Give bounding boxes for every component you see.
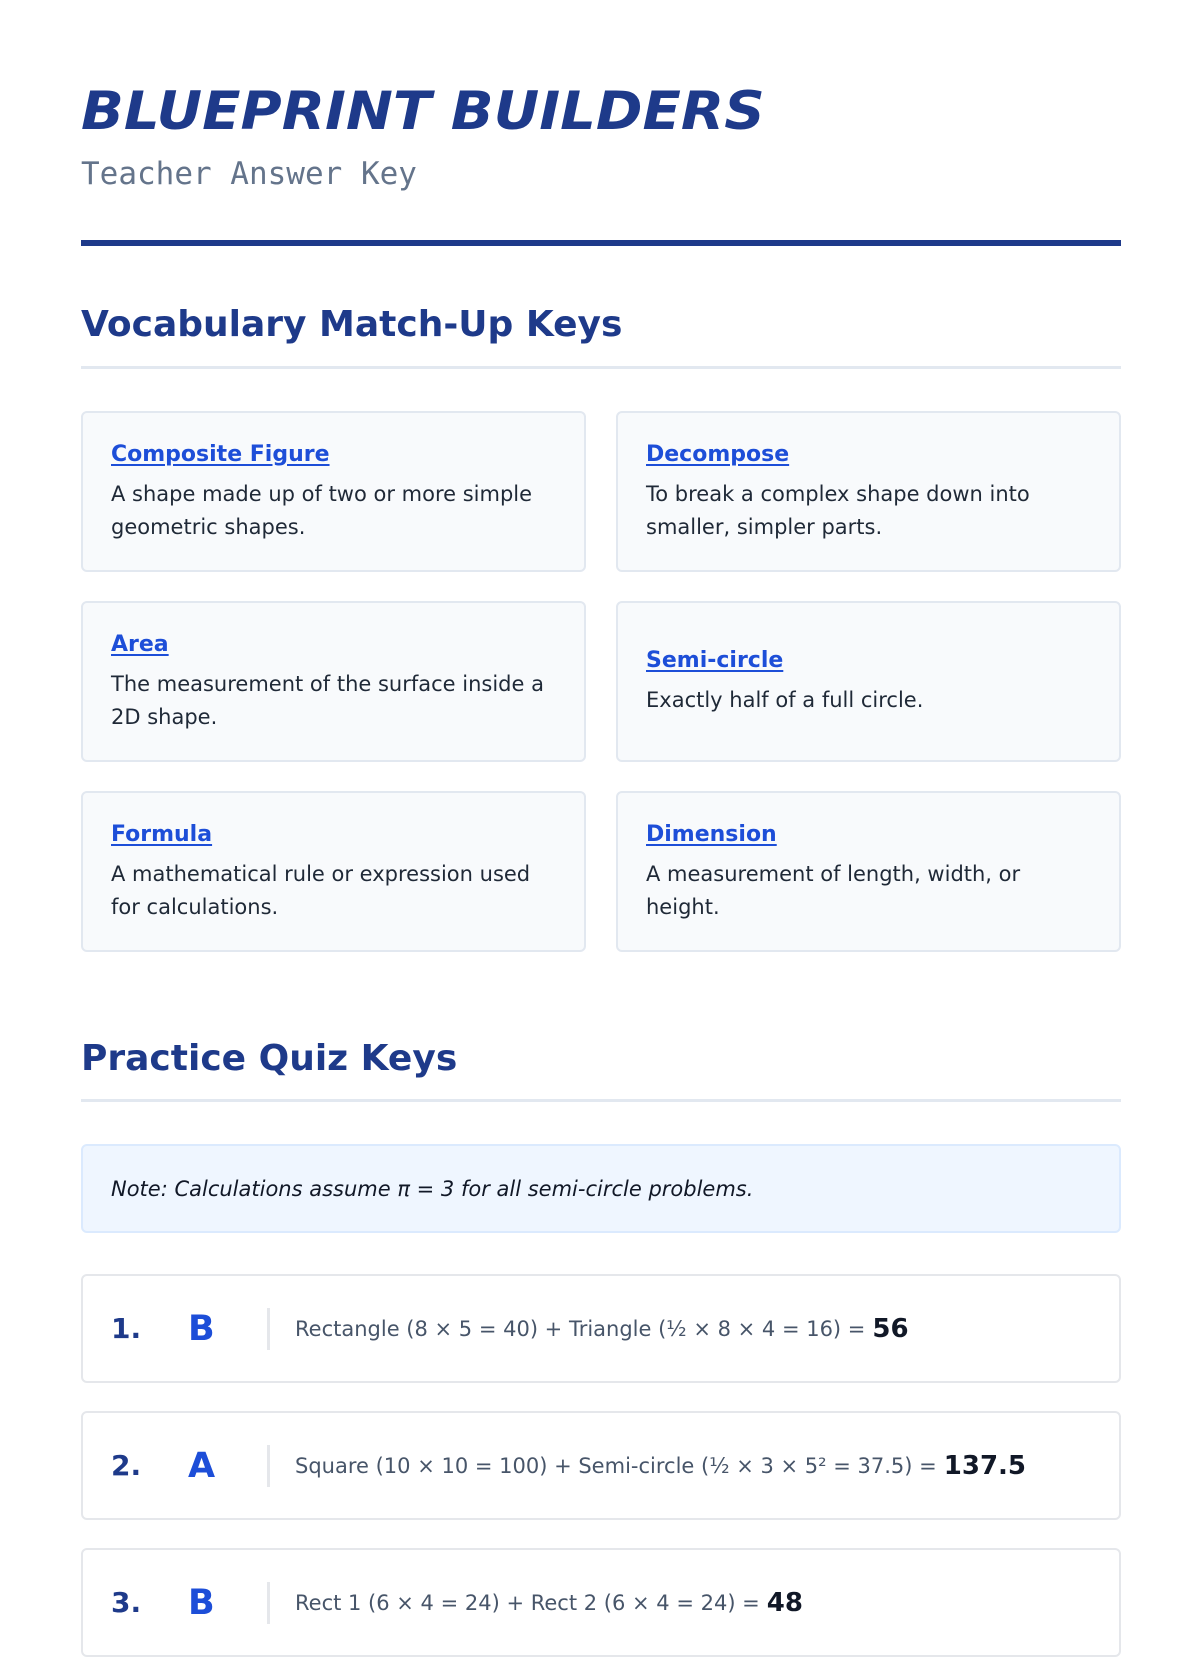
vocab-definition: A shape made up of two or more simple geometric shapes. bbox=[111, 481, 533, 539]
vocab-card-area bbox=[81, 601, 586, 762]
vocabulary-section-title: Vocabulary Match-Up Keys bbox=[81, 304, 623, 345]
vocab-term-link[interactable]: Area bbox=[111, 631, 169, 657]
solution-work: Rectangle (8 × 5 = 40) + Triangle (½ × 8 × 4 = 16) = bbox=[295, 1316, 866, 1341]
quiz-section-divider bbox=[81, 1099, 1121, 1102]
quiz-answer-row-3 bbox=[81, 1548, 1121, 1657]
header-divider bbox=[81, 240, 1121, 246]
quiz-section-title: Practice Quiz Keys bbox=[81, 1038, 458, 1079]
vocab-term-link[interactable]: Dimension bbox=[646, 821, 777, 847]
vocab-term-link[interactable]: Semi-circle bbox=[646, 648, 784, 673]
vocabulary-section-divider bbox=[81, 366, 1121, 369]
quiz-answer-row-2 bbox=[81, 1411, 1121, 1520]
vocab-card-semi-circle bbox=[616, 601, 1121, 762]
solution-result: 48 bbox=[766, 1587, 803, 1618]
vocab-term-link[interactable]: Formula bbox=[111, 821, 213, 847]
pi-assumption-note bbox=[81, 1144, 1121, 1233]
vocab-definition: The measurement of the surface inside a 2D shape. bbox=[111, 671, 544, 729]
question-number: 2. bbox=[111, 1449, 142, 1482]
vocab-definition: To break a complex shape down into smaller, simpler parts. bbox=[646, 481, 1030, 539]
note-text: Note: Calculations assume π = 3 for all semi-circle problems. bbox=[111, 1176, 754, 1201]
page-subtitle: Teacher Answer Key bbox=[81, 156, 417, 192]
answer-letter: A bbox=[188, 1445, 216, 1486]
answer-letter: B bbox=[188, 1308, 215, 1349]
question-number: 1. bbox=[111, 1312, 142, 1345]
question-number: 3. bbox=[111, 1586, 142, 1619]
answer-letter: B bbox=[188, 1582, 215, 1623]
vocab-definition: A measurement of length, width, or height. bbox=[646, 861, 1021, 919]
vocab-term-link[interactable]: Composite Figure bbox=[111, 441, 330, 467]
solution-result: 56 bbox=[872, 1313, 909, 1344]
solution-work: Rect 1 (6 × 4 = 24) + Rect 2 (6 × 4 = 24) = bbox=[295, 1590, 760, 1615]
vocab-card-decompose bbox=[616, 411, 1121, 572]
vocab-card-composite-figure bbox=[81, 411, 586, 572]
vocab-card-formula bbox=[81, 791, 586, 952]
vocab-definition: Exactly half of a full circle. bbox=[646, 688, 924, 712]
vocab-definition: A mathematical rule or expression used for calculations. bbox=[111, 861, 531, 919]
vocab-card-dimension bbox=[616, 791, 1121, 952]
quiz-answer-row-1 bbox=[81, 1274, 1121, 1383]
solution-result: 137.5 bbox=[943, 1450, 1027, 1481]
page-title: BLUEPRINT BUILDERS bbox=[81, 81, 765, 142]
vocab-term-link[interactable]: Decompose bbox=[646, 441, 790, 467]
row-divider bbox=[267, 1445, 270, 1487]
solution-work: Square (10 × 10 = 100) + Semi-circle (½ × 3 × 5² = 37.5) = bbox=[295, 1453, 937, 1478]
row-divider bbox=[267, 1308, 270, 1350]
row-divider bbox=[267, 1582, 270, 1624]
